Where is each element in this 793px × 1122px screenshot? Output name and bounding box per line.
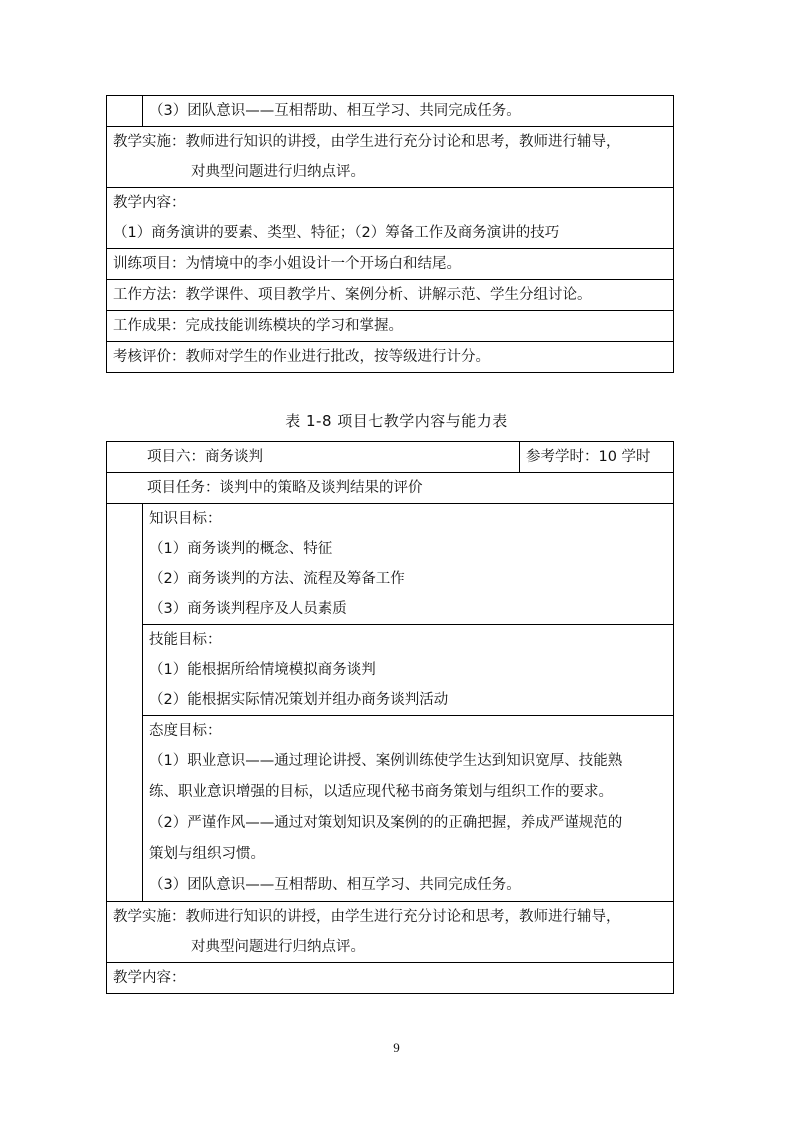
- content-row: 教学内容：: [113, 970, 186, 986]
- attitude-item: 练、职业意识增强的目标，以适应现代秘书商务策划与组织工作的要求。: [149, 784, 613, 800]
- method-row: 工作方法：教学课件、项目教学片、案例分析、讲解示范、学生分组讨论。: [107, 280, 673, 311]
- team-awareness-text: （3）团队意识——互相帮助、相互学习、共同完成任务。: [149, 103, 521, 119]
- table-continued: [106, 95, 674, 373]
- skill-objectives: [143, 625, 673, 716]
- skill-item: （1）能根据所给情境模拟商务谈判: [149, 662, 376, 678]
- knowledge-item: （2）商务谈判的方法、流程及筹备工作: [149, 571, 405, 587]
- attitude-item: （3）团队意识——互相帮助、相互学习、共同完成任务。: [149, 877, 521, 893]
- knowledge-title: 知识目标：: [149, 511, 222, 527]
- content-label: 教学内容：: [113, 195, 186, 211]
- skill-title: 技能目标：: [149, 632, 222, 648]
- implementation-line-2: 对典型问题进行归纳点评。: [191, 939, 365, 955]
- objectives-group: [107, 504, 673, 902]
- team-awareness-row: [107, 96, 673, 127]
- attitude-objectives: [143, 716, 673, 901]
- objectives-body: [143, 504, 673, 901]
- attitude-item: （1）职业意识——通过理论讲授、案例训练使学生达到知识宽厚、技能熟: [149, 753, 623, 769]
- implementation-line-2: 对典型问题进行归纳点评。: [191, 164, 365, 180]
- implementation-line-1: 教学实施：教师进行知识的讲授，由学生进行充分讨论和思考，教师进行辅导，: [113, 909, 621, 925]
- attitude-item: （2）严谨作风——通过对策划知识及案例的的正确把握，养成严谨规范的: [149, 815, 623, 831]
- gutter-cell: [107, 504, 143, 901]
- implementation-row: [107, 902, 673, 963]
- knowledge-item: （3）商务谈判程序及人员素质: [149, 601, 347, 617]
- attitude-title: 态度目标：: [149, 723, 222, 739]
- skill-item: （2）能根据实际情况策划并组办商务谈判活动: [149, 692, 449, 708]
- training-row: 训练项目：为情境中的李小姐设计一个开场白和结尾。: [107, 249, 673, 280]
- knowledge-objectives: [143, 504, 673, 625]
- implementation-row: [107, 127, 673, 188]
- content-line: （1）商务演讲的要素、类型、特征；（2）筹备工作及商务演讲的技巧: [113, 225, 560, 241]
- project-header-row: [107, 442, 673, 473]
- implementation-line-1: 教学实施：教师进行知识的讲授，由学生进行充分讨论和思考，教师进行辅导，: [113, 134, 621, 150]
- knowledge-item: （1）商务谈判的概念、特征: [149, 541, 333, 557]
- content-row: [107, 188, 673, 249]
- gutter-cell: [107, 96, 143, 126]
- reference-hours: 参考学时：10 学时: [526, 449, 651, 465]
- project-name: 项目六：商务谈判: [107, 442, 520, 472]
- result-row: 工作成果：完成技能训练模块的学习和掌握。: [107, 311, 673, 342]
- assessment-row: 考核评价：教师对学生的作业进行批改，按等级进行计分。: [113, 349, 490, 365]
- page-number: 9: [393, 1040, 400, 1055]
- table-project-seven: [106, 441, 674, 994]
- table-caption: 表 1-8 项目七教学内容与能力表: [285, 412, 508, 430]
- project-task-row: 项目任务：谈判中的策略及谈判结果的评价: [107, 473, 673, 504]
- attitude-item: 策划与组织习惯。: [149, 846, 265, 862]
